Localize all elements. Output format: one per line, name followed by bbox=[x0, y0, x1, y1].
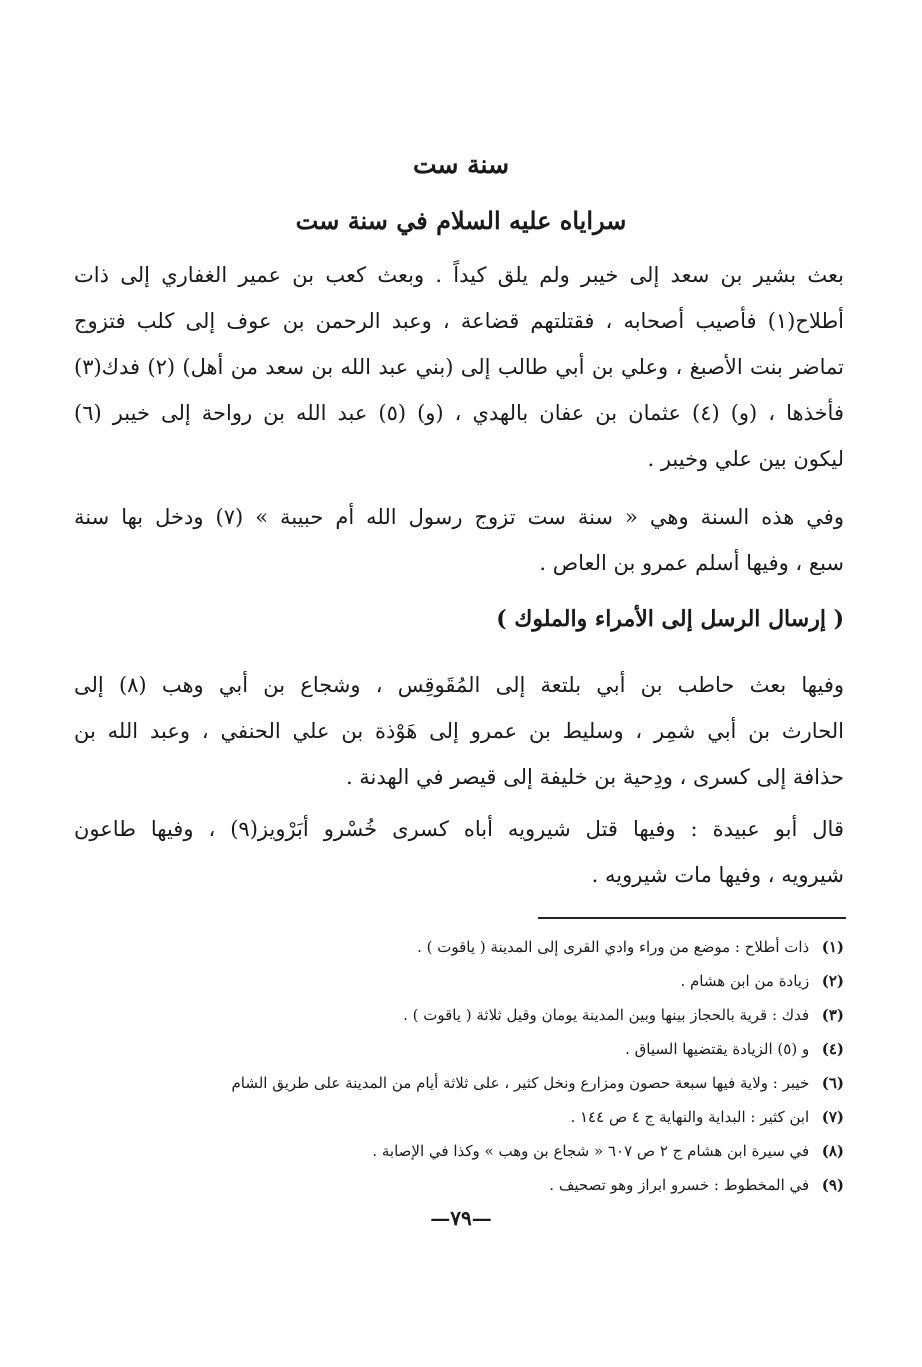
paragraph-envoys bbox=[74, 662, 844, 800]
footnote-item bbox=[64, 998, 844, 1032]
text-line: سبع ، وفيها أسلم عمرو بن العاص . bbox=[539, 551, 844, 575]
footnote-text: في المخطوط : خسرو ابراز وهو تصحيف . bbox=[549, 1176, 810, 1194]
footnote-item bbox=[64, 1168, 844, 1202]
text-line: أطلاح(١) فأصيب أصحابه ، فقتلتهم قضاعة ، وعبد الرحمن بن عوف إلى كلب فتزوج bbox=[74, 309, 844, 333]
footnote-number: (٧) bbox=[821, 1108, 844, 1126]
text-line: فأخذها ، (و) (٤) عثمان بن عفان بالهدي ، (و) (٥) عبد الله بن رواحة إلى خيبر (٦) bbox=[74, 401, 844, 425]
text-line: الحارث بن أبي شمِر ، وسليط بن عمرو إلى هَوْذة بن علي الحنفي ، وعبد الله بن bbox=[74, 719, 844, 743]
text-line: حذافة إلى كسرى ، ودِحية بن خليفة إلى قيصر في الهدنة . bbox=[345, 765, 844, 789]
footnote-number: (٢) bbox=[821, 972, 844, 990]
footnote-number: (٣) bbox=[821, 1006, 844, 1024]
footnote-text: خيبر : ولاية فيها سبعة حصون ومزارع ونخل كثير ، على ثلاثة أيام من المدينة على طريق الشام bbox=[231, 1074, 810, 1092]
text-line: قال أبو عبيدة : وفيها قتل شيرويه أباه كسرى خُسْرو أبَرْويز(٩) ، وفيها طاعون bbox=[74, 817, 844, 841]
section-title: سراياه عليه السلام في سنة ست bbox=[295, 206, 627, 235]
footnote-text: ذات أطلاح : موضع من وراء وادي القرى إلى المدينة ( ياقوت ) . bbox=[417, 938, 810, 956]
text-line: تماضر بنت الأصبغ ، وعلي بن أبي طالب إلى (بني عبد الله بن سعد من أهل) (٢) فدك(٣) bbox=[74, 355, 844, 379]
footnote-item bbox=[64, 930, 844, 964]
text-line: شيرويه ، وفيها مات شيرويه . bbox=[591, 863, 844, 887]
text-line: وفيها بعث حاطب بن أبي بلتعة إلى المُقَوقِس ، وشجاع بن أبي وهب (٨) إلى bbox=[74, 673, 844, 697]
paragraph-expeditions bbox=[74, 252, 844, 482]
footnote-text: فدك : قرية بالحجاز بينها وبين المدينة يومان وقيل ثلاثة ( ياقوت ) . bbox=[403, 1006, 810, 1024]
footnote-item bbox=[64, 1100, 844, 1134]
footnote-number: (٨) bbox=[821, 1142, 844, 1160]
footnote-item bbox=[64, 964, 844, 998]
paragraph-shirawayh bbox=[74, 806, 844, 898]
paragraph-marriage bbox=[74, 494, 844, 586]
footnote-number: (١) bbox=[821, 938, 844, 956]
text-line: ليكون بين علي وخيبر . bbox=[647, 447, 844, 471]
footnotes-list bbox=[64, 930, 844, 1202]
footnote-text: ابن كثير : البداية والنهاية ج ٤ ص ١٤٤ . bbox=[570, 1108, 810, 1126]
footnote-text: و (٥) الزيادة يقتضيها السياق . bbox=[625, 1040, 810, 1058]
footnote-text: في سيرة ابن هشام ج ٢ ص ٦٠٧ « شجاع بن وهب » وكذا في الإصابة . bbox=[372, 1142, 810, 1160]
year-title: سنة ست bbox=[412, 150, 510, 179]
footnote-number: (٦) bbox=[821, 1074, 844, 1092]
subheading-envoys: ( إرسال الرسل إلى الأمراء والملوك ) bbox=[496, 606, 844, 632]
footnote-item bbox=[64, 1134, 844, 1168]
footnote-divider bbox=[538, 917, 846, 919]
footnote-item bbox=[64, 1032, 844, 1066]
footnote-item bbox=[64, 1066, 844, 1100]
text-line: وفي هذه السنة وهي « سنة ست تزوج رسول الله أم حبيبة » (٧) ودخل بها سنة bbox=[74, 505, 844, 529]
footnote-number: (٩) bbox=[821, 1176, 844, 1194]
text-line: بعث بشير بن سعد إلى خيبر ولم يلق كيداً . وبعث كعب بن عمير الغفاري إلى ذات bbox=[74, 263, 844, 287]
page-number: —٧٩— bbox=[430, 1206, 492, 1230]
footnote-text: زيادة من ابن هشام . bbox=[680, 972, 810, 990]
footnote-number: (٤) bbox=[821, 1040, 844, 1058]
